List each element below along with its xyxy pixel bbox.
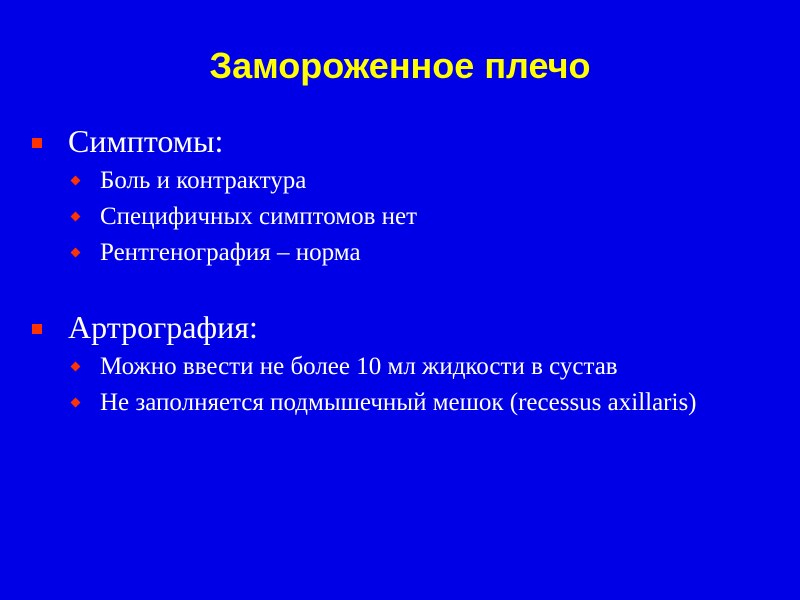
list-item	[68, 238, 750, 268]
symptoms-list	[68, 166, 770, 268]
diamond-bullet-icon	[71, 176, 81, 186]
arthrography-list	[68, 352, 770, 418]
list-item-text: Рентгенография – норма	[100, 239, 361, 266]
list-item-text: Не заполняется подмышечный мешок (recessus axillaris)	[100, 389, 697, 416]
section-arthrography	[30, 306, 770, 424]
diamond-bullet-icon	[71, 212, 81, 222]
section-symptoms	[30, 120, 770, 274]
diamond-bullet-icon	[71, 362, 81, 372]
list-item-text: Можно ввести не более 10 мл жидкости в сустав	[100, 353, 618, 380]
list-item	[68, 388, 750, 418]
section-heading-text: Симптомы:	[68, 123, 224, 159]
list-item-text: Специфичных симптомов нет	[100, 203, 418, 230]
section-heading	[30, 306, 770, 348]
list-item-text: Боль и контрактура	[100, 167, 307, 194]
section-heading-text: Артрография:	[68, 309, 258, 345]
diamond-bullet-icon	[71, 248, 81, 258]
slide-title: Замороженное плечо	[209, 45, 591, 86]
diamond-bullet-icon	[71, 398, 81, 408]
list-item	[68, 352, 750, 382]
section-heading	[30, 120, 770, 162]
square-bullet-icon	[32, 324, 42, 334]
list-item	[68, 202, 750, 232]
square-bullet-icon	[32, 138, 42, 148]
list-item	[68, 166, 750, 196]
